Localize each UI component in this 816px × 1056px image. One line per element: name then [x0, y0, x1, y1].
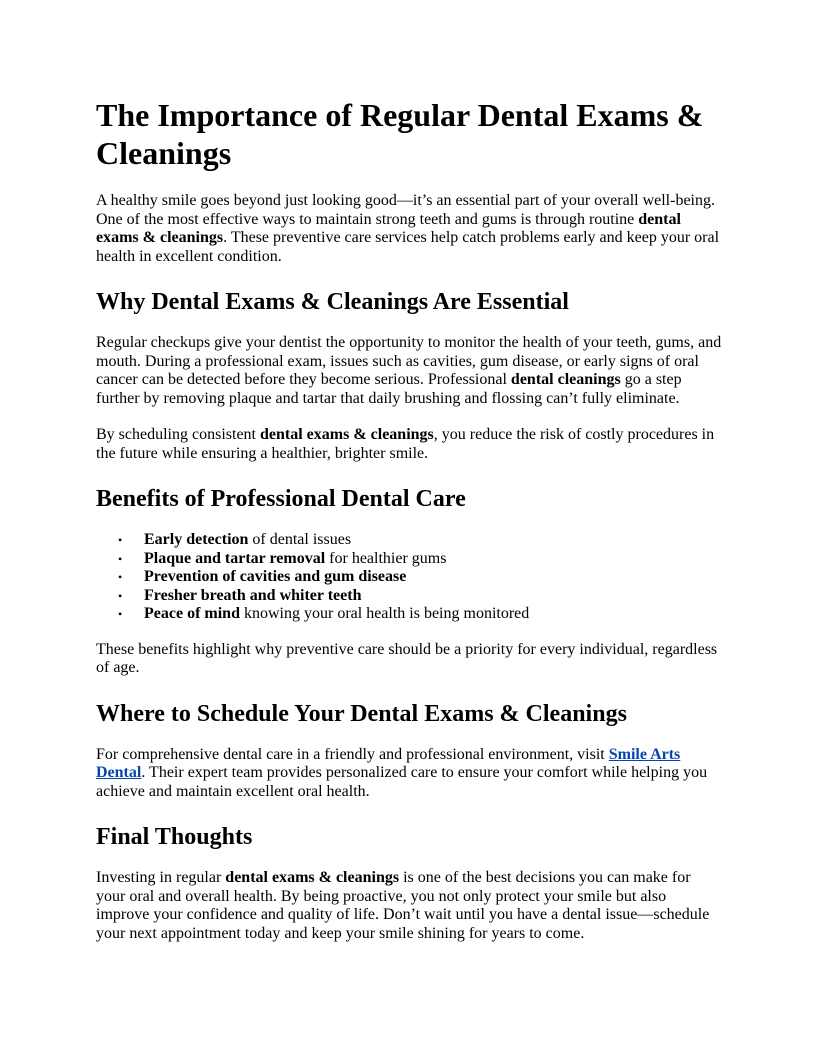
heading-schedule: Where to Schedule Your Dental Exams & Cleanings: [96, 700, 627, 727]
list-item: [118, 605, 722, 624]
list-item-bold: Peace of mind: [144, 605, 240, 622]
smile-arts-dental-link[interactable]: Smile Arts Dental: [96, 745, 681, 781]
final-bold: dental exams & cleanings: [225, 869, 400, 886]
list-item-bold: Plaque and tartar removal: [144, 549, 326, 567]
benefits-summary: These benefits highlight why preventive care should be a priority for every individual, regardless of age.: [96, 640, 718, 676]
bullet-icon: •: [118, 570, 123, 584]
heading-why: Why Dental Exams & Cleanings Are Essential: [96, 289, 569, 315]
why-paragraph-1: [96, 334, 722, 408]
why-p1-text-1: Regular checkups give your dentist the opportunity to monitor the health of your teeth, gums, and mouth. During a professional exam, issues such as cavities, gum disease, or early signs of oral cancer can be detected before they become serious. Professional: [96, 334, 722, 388]
list-item-bold: Prevention of cavities and gum disease: [144, 568, 407, 585]
intro-bold-1: dental exams & cleanings: [96, 210, 681, 246]
why-p2-text-1: By scheduling consistent: [96, 426, 260, 443]
final-text-2: is one of the best decisions you can make for your oral and overall health. By being proactive, you not only protect your smile but also improve your confidence and quality of life. Don’t wait until you have a dental issue—schedule your next appointment today and keep your smile shining for years to come.: [96, 869, 710, 942]
bullet-icon: •: [118, 533, 123, 547]
why-p2-text-2: , you reduce the risk of costly procedures in the future while ensuring a healthier, brighter smile.: [96, 426, 715, 462]
why-p1-bold: dental cleanings: [510, 371, 621, 388]
document-page: [96, 96, 722, 961]
page-title: The Importance of Regular Dental Exams & Cleanings: [96, 97, 704, 171]
bullet-icon: •: [118, 588, 123, 603]
bullet-icon: •: [118, 607, 123, 621]
why-paragraph-2: [96, 426, 722, 463]
intro-text-1: A healthy smile goes beyond just looking good—it’s an essential part of your overall well-being. One of the most effective ways to maintain strong teeth and gums is through routine: [96, 192, 715, 228]
intro-text-2: . These preventive care services help catch problems early and keep your oral health in excellent condition.: [96, 229, 720, 265]
intro-paragraph: [96, 192, 722, 266]
schedule-text-2: . Their expert team provides personalized care to ensure your comfort while helping you achieve and maintain excellent oral health.: [96, 764, 708, 800]
bullet-icon: •: [118, 551, 123, 566]
list-item-text: for healthier gums: [325, 549, 447, 567]
why-p1-text-2: go a step further by removing plaque and tartar that daily brushing and flossing can’t fully eliminate.: [96, 371, 682, 407]
schedule-paragraph: [96, 746, 722, 802]
benefits-list: [96, 531, 722, 624]
list-item: [118, 568, 722, 587]
list-item: [118, 531, 722, 550]
list-item: [118, 549, 722, 569]
heading-final: Final Thoughts: [96, 824, 253, 850]
heading-benefits: Benefits of Professional Dental Care: [96, 486, 466, 512]
final-text-1: Investing in regular: [96, 869, 226, 886]
schedule-text-1: For comprehensive dental care in a friendly and professional environment, visit: [96, 745, 609, 763]
list-item-text: of dental issues: [248, 531, 352, 548]
final-paragraph: [96, 869, 722, 943]
list-item-text: knowing your oral health is being monitored: [239, 605, 530, 622]
why-p2-bold: dental exams & cleanings: [259, 426, 434, 443]
list-item-bold: Early detection: [144, 531, 249, 548]
list-item: [118, 586, 722, 606]
list-item-bold: Fresher breath and whiter teeth: [144, 586, 362, 604]
